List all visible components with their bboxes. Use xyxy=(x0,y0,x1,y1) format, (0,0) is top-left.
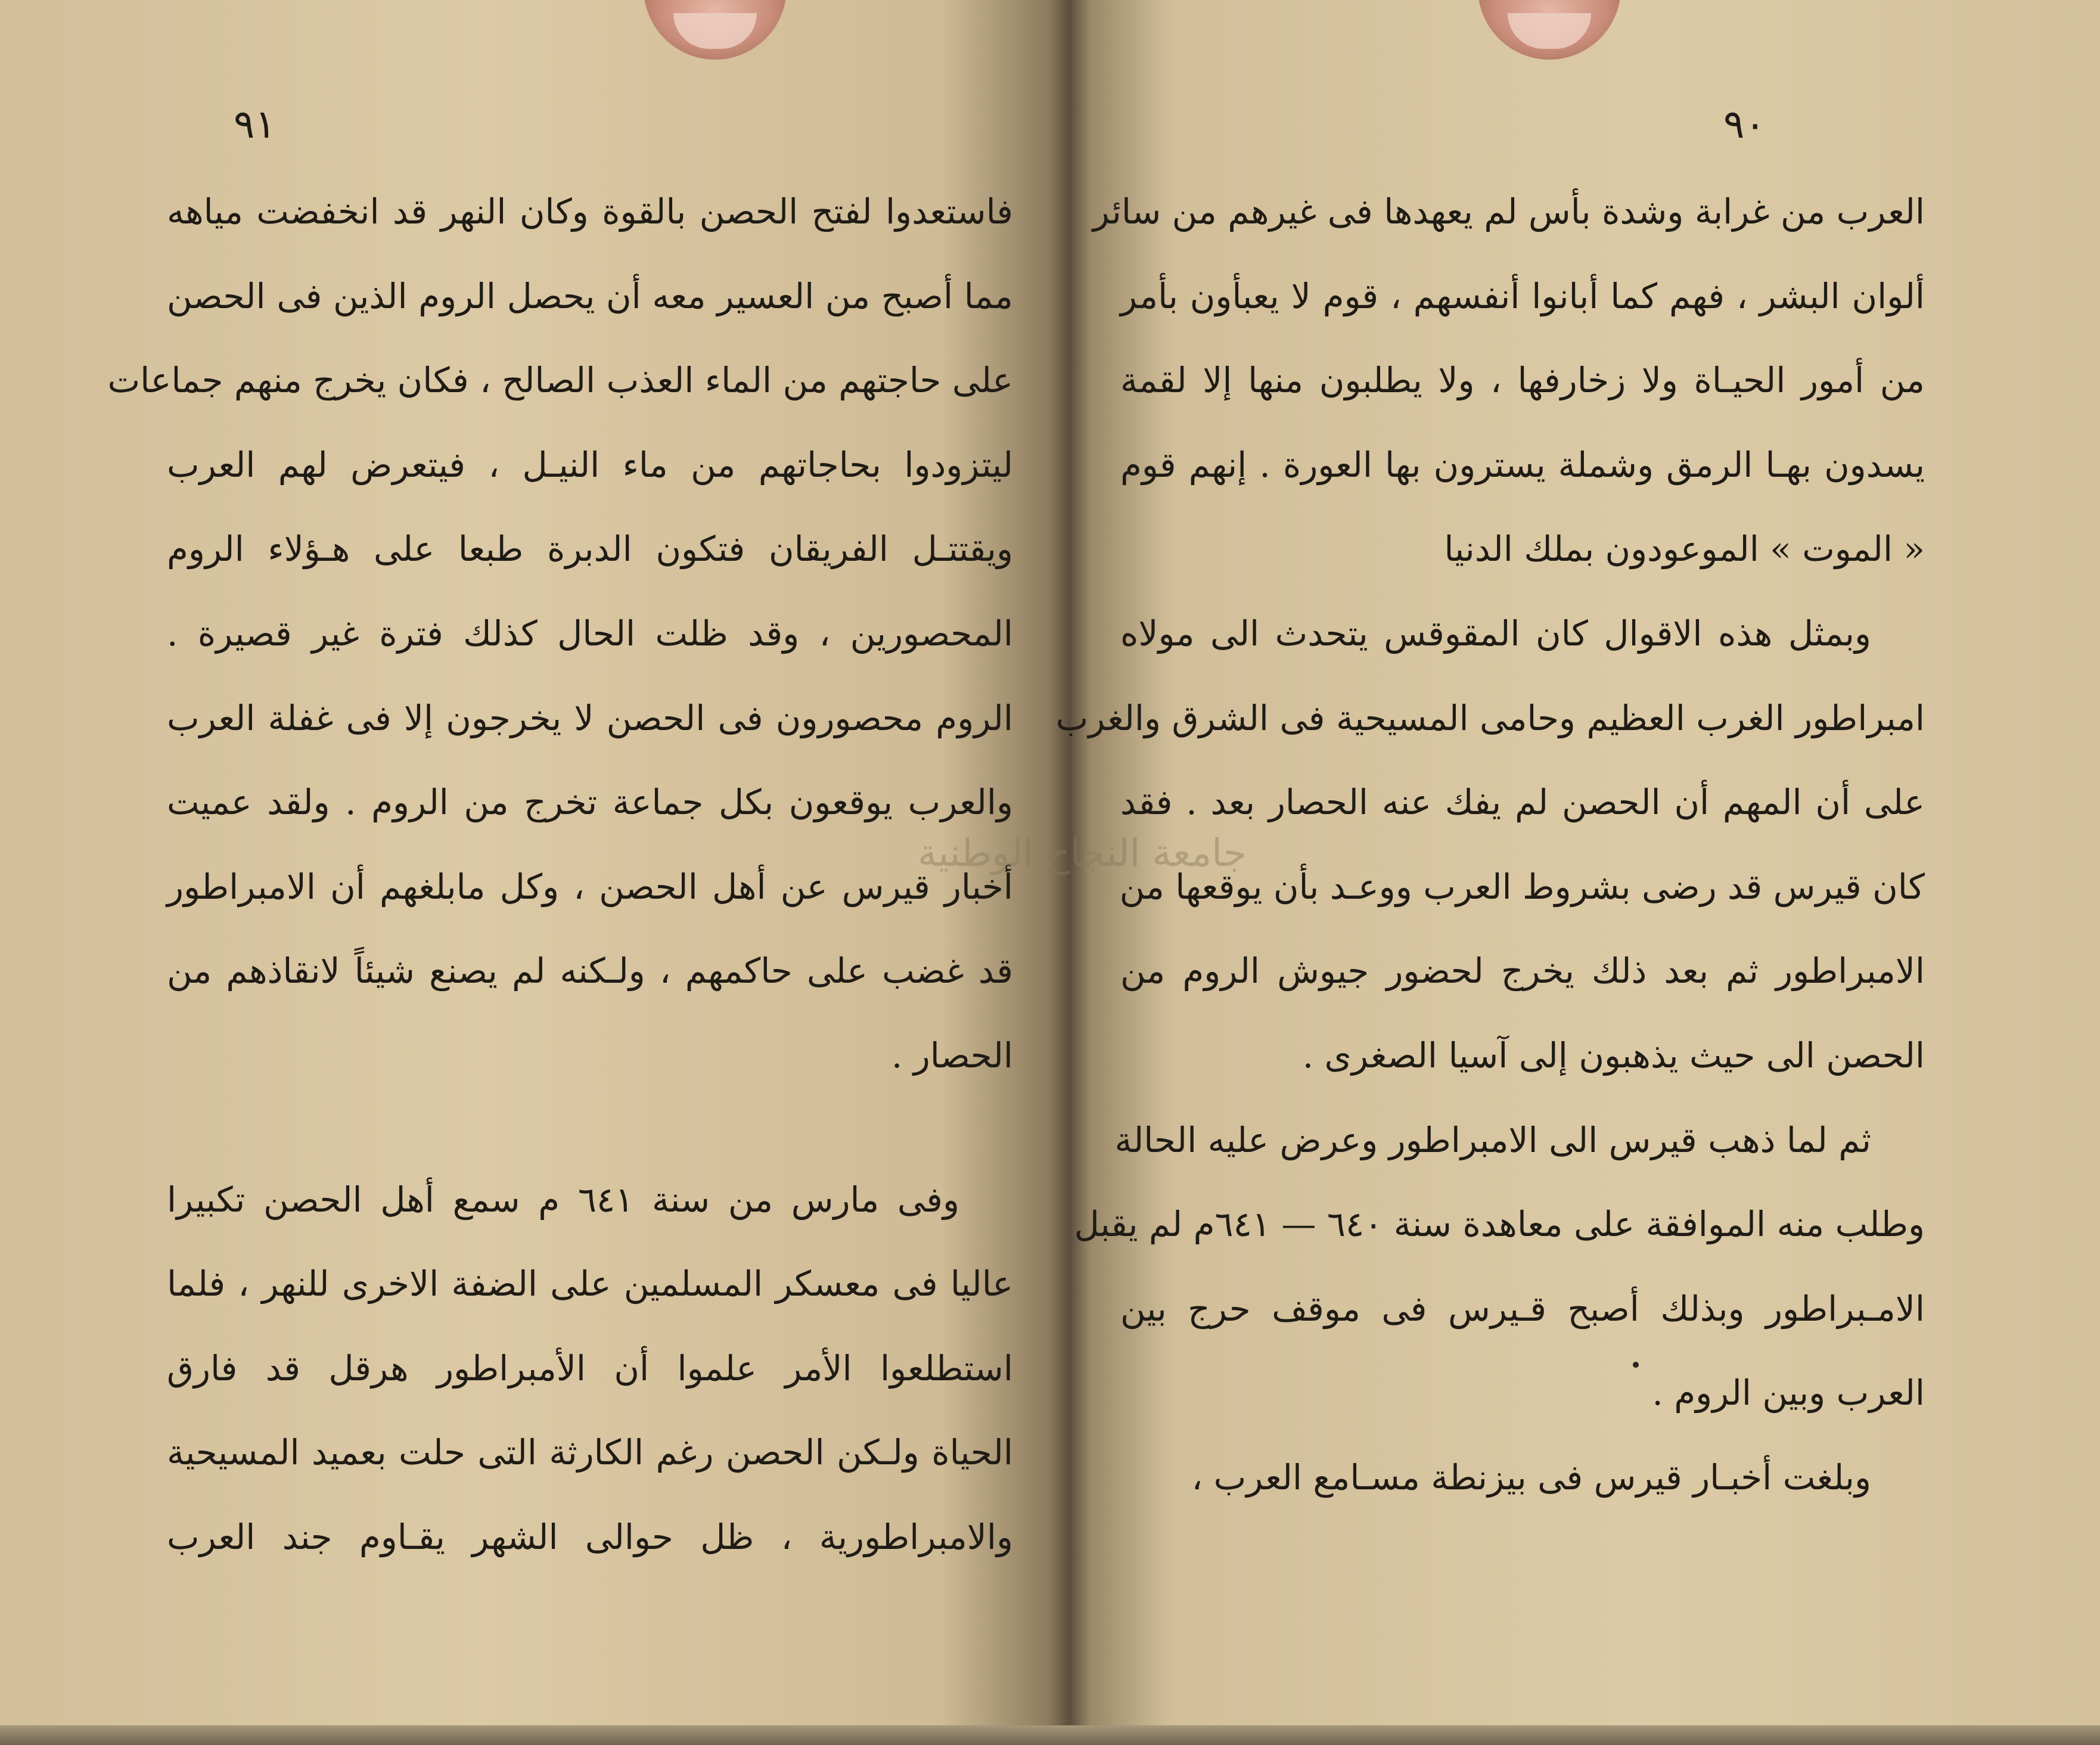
text-line: على أن المهم أن الحصن لم يفك عنه الحصار بعد . فقد xyxy=(1120,782,1925,823)
text-line: وفى مارس من سنة ٦٤١ م سمع أهل الحصن تكبيرا xyxy=(167,1179,959,1220)
text-line: العرب وبين الروم . xyxy=(1652,1373,1925,1414)
text-line: « الموت » الموعودون بملك الدنيا xyxy=(1444,529,1925,570)
left-page-text xyxy=(107,170,1013,1580)
watermark: جامعة النجاح الوطنية xyxy=(918,831,1247,875)
text-line: الامبراطور ثم بعد ذلك يخرج لحضور جيوش الروم من xyxy=(1120,951,1925,992)
text-line: قد غضب على حاكمهم ، ولـكنه لم يصنع شيئاً لانقاذهم من xyxy=(167,951,1013,992)
text-line: كان قيرس قد رضى بشروط العرب ووعـد بأن يوقعها من xyxy=(1119,866,1925,907)
text-line: الامـبراطور وبذلك أصبح قـيرس فى موقف حرج بين xyxy=(1120,1288,1925,1329)
text-line: ويقتتـل الفريقان فتكون الدبرة طبعا على هـؤلاء الروم xyxy=(167,529,1013,570)
text-line: من أمور الحيـاة ولا زخارفها ، ولا يطلبون منها إلا لقمة xyxy=(1120,360,1925,401)
text-line: الحصار . xyxy=(891,1035,1013,1076)
text-line: يسدون بهـا الرمق وشملة يسترون بها العورة . إنهم قوم xyxy=(1120,444,1925,485)
text-line: الحصن الى حيث يذهبون إلى آسيا الصغرى . xyxy=(1302,1035,1925,1076)
text-line: وطلب منه الموافقة على معاهدة سنة ٦٤٠ — ٦٤١م لم يقبل xyxy=(1074,1204,1925,1245)
page-number: ٩٠ xyxy=(1723,101,1766,147)
text-line: ليتزودوا بحاجاتهم من ماء النيـل ، فيتعرض لهم العرب xyxy=(167,444,1013,485)
page-number: ٩١ xyxy=(234,101,276,147)
text-line: الحياة ولـكن الحصن رغم الكارثة التى حلت بعميد المسيحية xyxy=(167,1432,1013,1473)
text-line: امبراطور الغرب العظيم وحامى المسيحية فى الشرق والغرب xyxy=(1055,697,1925,738)
text-line: ثم لما ذهب قيرس الى الامبراطور وعرض عليه الحالة xyxy=(1114,1119,1871,1160)
text-line: الروم محصورون فى الحصن لا يخرجون إلا فى غفلة العرب xyxy=(167,697,1013,738)
text-line: والعرب يوقعون بكل جماعة تخرج من الروم . ولقد عميت xyxy=(167,782,1013,823)
book-bottom-edge xyxy=(0,1725,2100,1745)
text-line: مما أصبح من العسير معه أن يحصل الروم الذين فى الحصن xyxy=(167,275,1013,316)
text-line: عاليا فى معسكر المسلمين على الضفة الاخرى للنهر ، فلما xyxy=(167,1263,1013,1305)
text-line: وبمثل هذه الاقوال كان المقوقس يتحدث الى مولاه xyxy=(1120,613,1871,654)
text-line: فاستعدوا لفتح الحصن بالقوة وكان النهر قد انخفضت مياهه xyxy=(167,191,1013,232)
text-line: على حاجتهم من الماء العذب الصالح ، فكان يخرج منهم جماعات xyxy=(107,360,1013,401)
text-line: والامبراطورية ، ظل حوالى الشهر يقـاوم جند العرب xyxy=(167,1516,1013,1557)
ink-mark xyxy=(1633,1362,1639,1368)
text-line: العرب من غرابة وشدة بأس لم يعهدها فى غيرهم من سائر xyxy=(1092,191,1925,232)
text-line: وبلغت أخبـار قيرس فى بيزنطة مسـامع العرب ، xyxy=(1191,1457,1871,1498)
text-line: ألوان البشر ، فهم كما أبانوا أنفسهم ، قوم لا يعبأون بأمر xyxy=(1120,275,1925,316)
text-line: أخبار قيرس عن أهل الحصن ، وكل مابلغهم أن الامبراطور xyxy=(167,866,1013,907)
text-line: المحصورين ، وقد ظلت الحال كذلك فترة غير قصيرة . xyxy=(167,613,1013,654)
text-line: استطلعوا الأمر علموا أن الأمبراطور هرقل قد فارق xyxy=(167,1347,1013,1389)
